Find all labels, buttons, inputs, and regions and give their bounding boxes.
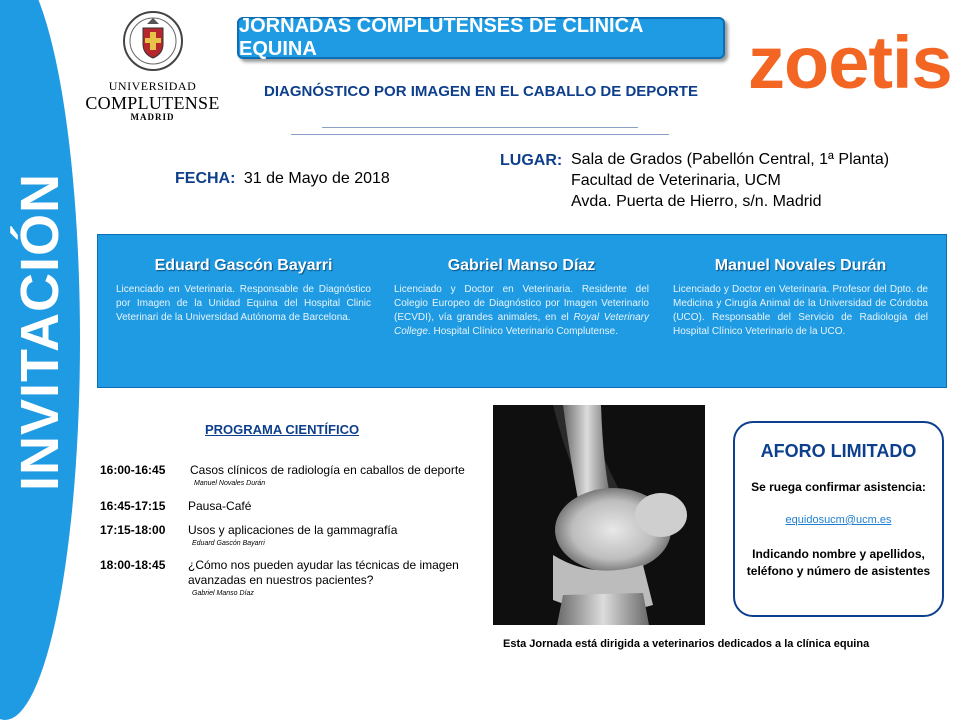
slot-speaker: Eduard Gascón Bayarri bbox=[192, 540, 265, 547]
aforo-note-line2: teléfono y número de asistentes bbox=[746, 564, 931, 578]
program-title: PROGRAMA CIENTÍFICO bbox=[205, 422, 360, 437]
speaker-bio: Licenciado en Veterinaria. Responsable de Diagnóstico por Imagen de la Unidad Equina del Hospital Clinic Veterinari de la Universidad Autónoma de Barcelona. bbox=[116, 284, 371, 323]
university-line2: COMPLUTENSE bbox=[85, 93, 220, 113]
speaker-name: Manuel Novales Durán bbox=[714, 257, 887, 274]
university-crest-icon bbox=[121, 10, 185, 72]
university-line1: UNIVERSIDAD bbox=[108, 79, 197, 93]
aforo-note-line1: Indicando nombre y apellidos, bbox=[752, 547, 925, 561]
speaker-bio-part: . Hospital Clínico Veterinario Complutense. bbox=[427, 326, 619, 337]
speaker-card bbox=[673, 257, 928, 339]
slot-topic: Casos clínicos de radiología en caballos de deporte bbox=[190, 463, 465, 477]
program-slot bbox=[100, 523, 485, 553]
divider-top bbox=[322, 127, 638, 128]
speaker-name: Gabriel Manso Díaz bbox=[447, 257, 596, 274]
slot-time: 16:45-17:15 bbox=[100, 499, 166, 513]
divider-bottom bbox=[291, 134, 669, 135]
sponsor-logo bbox=[748, 18, 952, 108]
speaker-name: Eduard Gascón Bayarri bbox=[154, 257, 333, 274]
slot-speaker: Manuel Novales Durán bbox=[194, 480, 266, 487]
location-line1: Sala de Grados (Pabellón Central, 1ª Planta) bbox=[571, 151, 890, 168]
slot-topic-line2: avanzadas en nuestros pacientes? bbox=[188, 573, 374, 587]
slot-topic: Pausa-Café bbox=[188, 499, 252, 513]
speaker-bio bbox=[394, 283, 649, 339]
slot-topic-line1: ¿Cómo nos pueden ayudar las técnicas de imagen bbox=[188, 558, 459, 572]
footer-note: Esta Jornada está dirigida a veterinarios dedicados a la clínica equina bbox=[503, 638, 870, 650]
slot-time: 18:00-18:45 bbox=[100, 558, 166, 572]
speaker-card bbox=[116, 257, 371, 325]
side-label bbox=[0, 0, 80, 664]
aforo-title: AFORO LIMITADO bbox=[760, 441, 917, 461]
university-logo bbox=[85, 10, 220, 130]
date-value: 31 de Mayo de 2018 bbox=[243, 170, 390, 187]
program-slot bbox=[100, 499, 485, 517]
side-label-text: INVITACIÓN bbox=[10, 173, 70, 491]
date-label: FECHA: bbox=[175, 170, 236, 187]
program-slot bbox=[100, 558, 485, 603]
speaker-bio-part: Licenciado y Doctor en Veterinaria. Residente del Colegio Europeo de Diagnóstico por Imagen Veterinario (ECVDI), vía grandes animales, en el bbox=[394, 284, 649, 323]
university-line3: MADRID bbox=[130, 112, 175, 122]
speaker-bio: Licenciado y Doctor en Veterinaria. Profesor del Dpto. de Medicina y Cirugía Animal de la Universidad de Córdoba (UCO). Responsable del Servicio de Radiología del Hospital Clínico Veterinario de la UCO. bbox=[673, 284, 928, 337]
aforo-box bbox=[733, 421, 944, 617]
speaker-card bbox=[394, 257, 649, 339]
slot-topic: Usos y aplicaciones de la gammagrafía bbox=[188, 523, 398, 537]
sponsor-name: zoetis bbox=[748, 21, 952, 104]
xray-image bbox=[493, 405, 705, 625]
contact-email-link[interactable]: equidosucm@ucm.es bbox=[785, 514, 892, 526]
date-block bbox=[175, 170, 390, 188]
speaker-bio-italic: Royal Veterinary College bbox=[394, 312, 649, 337]
location-label: LUGAR: bbox=[500, 152, 563, 169]
slot-speaker: Gabriel Manso Díaz bbox=[192, 590, 254, 597]
location-line2: Facultad de Veterinaria, UCM bbox=[571, 172, 781, 189]
aforo-note bbox=[735, 546, 942, 580]
aforo-request: Se ruega confirmar asistencia: bbox=[751, 480, 926, 494]
speakers-panel bbox=[97, 234, 947, 388]
location-line3: Avda. Puerta de Hierro, s/n. Madrid bbox=[571, 193, 822, 210]
slot-time: 17:15-18:00 bbox=[100, 523, 166, 537]
event-title: JORNADAS COMPLUTENSES DE CLÍNICA EQUINA bbox=[239, 15, 643, 60]
event-title-banner bbox=[237, 17, 725, 59]
program-slot bbox=[100, 463, 485, 493]
slot-time: 16:00-16:45 bbox=[100, 463, 166, 477]
event-subtitle: DIAGNÓSTICO POR IMAGEN EN EL CABALLO DE DEPORTE bbox=[264, 83, 698, 100]
